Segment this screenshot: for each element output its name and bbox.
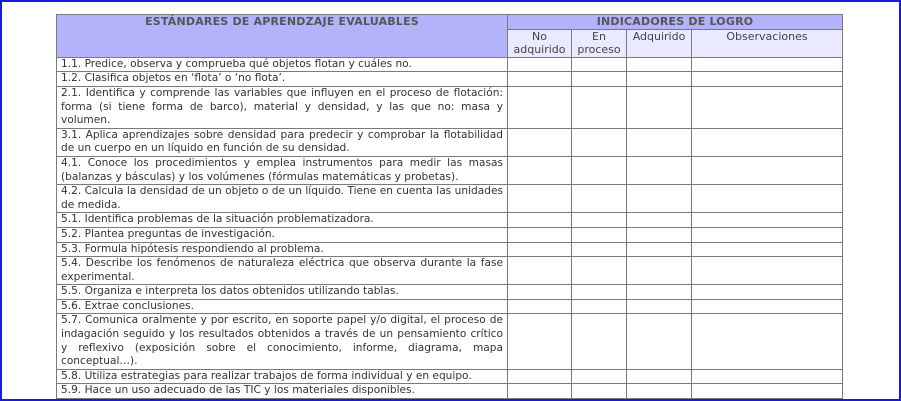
cell-observaciones[interactable]	[692, 72, 843, 87]
standard-text: 1.1. Predice, observa y comprueba qué objetos flotan y cuáles no.	[57, 57, 508, 72]
cell-no-adquirido[interactable]	[508, 242, 572, 257]
standard-text: 5.2. Plantea preguntas de investigación.	[57, 227, 508, 242]
cell-en-proceso[interactable]	[572, 72, 627, 87]
standard-text: 4.2. Calcula la densidad de un objeto o de un líquido. Tiene en cuenta las unidades de medida.	[57, 185, 508, 213]
standard-text: 5.5. Organiza e interpreta los datos obtenidos utilizando tablas.	[57, 285, 508, 300]
cell-observaciones[interactable]	[692, 156, 843, 184]
cell-observaciones[interactable]	[692, 57, 843, 72]
cell-adquirido[interactable]	[627, 213, 692, 228]
cell-en-proceso[interactable]	[572, 242, 627, 257]
header-no-adquirido: No adquirido	[508, 29, 572, 57]
cell-adquirido[interactable]	[627, 242, 692, 257]
cell-no-adquirido[interactable]	[508, 227, 572, 242]
cell-observaciones[interactable]	[692, 86, 843, 128]
cell-no-adquirido[interactable]	[508, 299, 572, 314]
cell-en-proceso[interactable]	[572, 257, 627, 285]
cell-en-proceso[interactable]	[572, 156, 627, 184]
standard-text: 5.7. Comunica oralmente y por escrito, en soporte papel y/o digital, el proceso de indagación seguido y los resultados obtenidos a través de un pensamiento crítico y reflexivo (exposición sobre el conocimiento, informe, diagrama, mapa conceptual…).	[57, 314, 508, 369]
cell-no-adquirido[interactable]	[508, 72, 572, 87]
cell-adquirido[interactable]	[627, 369, 692, 384]
standard-text: 4.1. Conoce los procedimientos y emplea instrumentos para medir las masas (balanzas y básculas) y los volúmenes (fórmulas matemáticas y probetas).	[57, 156, 508, 184]
cell-adquirido[interactable]	[627, 257, 692, 285]
cell-observaciones[interactable]	[692, 257, 843, 285]
cell-adquirido[interactable]	[627, 156, 692, 184]
table-row	[57, 72, 843, 87]
table-row	[57, 257, 843, 285]
cell-observaciones[interactable]	[692, 299, 843, 314]
cell-no-adquirido[interactable]	[508, 86, 572, 128]
table-row	[57, 128, 843, 156]
cell-en-proceso[interactable]	[572, 227, 627, 242]
table-row	[57, 213, 843, 228]
cell-observaciones[interactable]	[692, 242, 843, 257]
cell-observaciones[interactable]	[692, 185, 843, 213]
cell-no-adquirido[interactable]	[508, 57, 572, 72]
cell-en-proceso[interactable]	[572, 314, 627, 369]
cell-en-proceso[interactable]	[572, 185, 627, 213]
table-row	[57, 384, 843, 399]
cell-en-proceso[interactable]	[572, 128, 627, 156]
header-standards: ESTÁNDARES DE APRENDZAJE EVALUABLES	[57, 15, 508, 58]
header-observaciones: Observaciones	[692, 29, 843, 57]
cell-observaciones[interactable]	[692, 384, 843, 399]
table-row	[57, 242, 843, 257]
cell-en-proceso[interactable]	[572, 86, 627, 128]
cell-en-proceso[interactable]	[572, 299, 627, 314]
evaluation-rubric-table	[56, 14, 843, 399]
cell-adquirido[interactable]	[627, 227, 692, 242]
table-row	[57, 57, 843, 72]
cell-adquirido[interactable]	[627, 185, 692, 213]
standard-text: 3.1. Aplica aprendizajes sobre densidad para predecir y comprobar la flotabilidad de un cuerpo en un líquido en función de su densidad.	[57, 128, 508, 156]
cell-adquirido[interactable]	[627, 285, 692, 300]
cell-adquirido[interactable]	[627, 72, 692, 87]
cell-observaciones[interactable]	[692, 213, 843, 228]
standard-text: 5.3. Formula hipótesis respondiendo al problema.	[57, 242, 508, 257]
cell-observaciones[interactable]	[692, 369, 843, 384]
cell-no-adquirido[interactable]	[508, 384, 572, 399]
cell-adquirido[interactable]	[627, 384, 692, 399]
cell-en-proceso[interactable]	[572, 57, 627, 72]
cell-en-proceso[interactable]	[572, 384, 627, 399]
table-row	[57, 185, 843, 213]
cell-no-adquirido[interactable]	[508, 156, 572, 184]
standard-text: 5.4. Describe los fenómenos de naturaleza eléctrica que observa durante la fase experimental.	[57, 257, 508, 285]
standard-text: 5.6. Extrae conclusiones.	[57, 299, 508, 314]
cell-en-proceso[interactable]	[572, 369, 627, 384]
cell-adquirido[interactable]	[627, 57, 692, 72]
cell-no-adquirido[interactable]	[508, 128, 572, 156]
cell-no-adquirido[interactable]	[508, 369, 572, 384]
cell-en-proceso[interactable]	[572, 213, 627, 228]
cell-observaciones[interactable]	[692, 227, 843, 242]
cell-adquirido[interactable]	[627, 299, 692, 314]
cell-no-adquirido[interactable]	[508, 185, 572, 213]
header-adquirido: Adquirido	[627, 29, 692, 57]
table-row	[57, 369, 843, 384]
table-row	[57, 299, 843, 314]
standard-text: 5.9. Hace un uso adecuado de las TIC y los materiales disponibles.	[57, 384, 508, 399]
cell-observaciones[interactable]	[692, 128, 843, 156]
header-achievement-indicators: INDICADORES DE LOGRO	[508, 15, 843, 30]
cell-no-adquirido[interactable]	[508, 213, 572, 228]
cell-no-adquirido[interactable]	[508, 257, 572, 285]
cell-observaciones[interactable]	[692, 314, 843, 369]
cell-observaciones[interactable]	[692, 285, 843, 300]
cell-no-adquirido[interactable]	[508, 314, 572, 369]
header-en-proceso: En proceso	[572, 29, 627, 57]
cell-no-adquirido[interactable]	[508, 285, 572, 300]
table-row	[57, 156, 843, 184]
cell-adquirido[interactable]	[627, 128, 692, 156]
standard-text: 5.8. Utiliza estrategias para realizar trabajos de forma individual y en equipo.	[57, 369, 508, 384]
cell-en-proceso[interactable]	[572, 285, 627, 300]
cell-adquirido[interactable]	[627, 314, 692, 369]
table-row	[57, 285, 843, 300]
table-row	[57, 86, 843, 128]
standard-text: 2.1. Identifica y comprende las variables que influyen en el proceso de flotación: forma (si tiene forma de barco), material y densidad, y las que no: masa y volumen.	[57, 86, 508, 128]
table-row	[57, 314, 843, 369]
table-row	[57, 227, 843, 242]
standard-text: 1.2. Clasifica objetos en ‘flota’ o ‘no flota’.	[57, 72, 508, 87]
cell-adquirido[interactable]	[627, 86, 692, 128]
standard-text: 5.1. Identifica problemas de la situación problematizadora.	[57, 213, 508, 228]
